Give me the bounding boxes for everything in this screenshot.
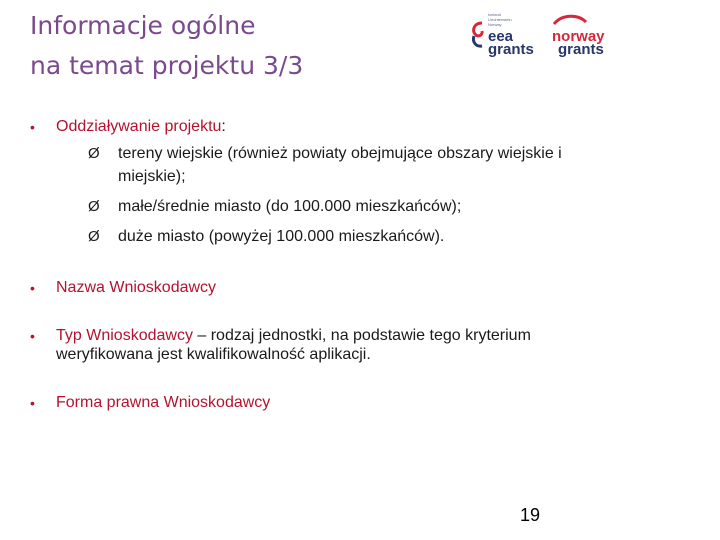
- eea-country-1: Iceland: [488, 12, 501, 17]
- eea-country-3: Norway: [488, 22, 502, 27]
- norway-grants-word: grants: [558, 41, 604, 58]
- eea-grants-logo: [470, 10, 542, 60]
- bullet-dot: •: [30, 119, 35, 135]
- sub-item-large-city-text: duże miasto (powyżej 100.000 mieszkańców).: [118, 228, 445, 245]
- bullet-legal-form-label: Forma prawna Wnioskodawcy: [56, 394, 271, 411]
- bullet-impact-colon: :: [221, 118, 226, 135]
- page-title: [30, 6, 430, 86]
- eea-swirl-icon: [470, 20, 486, 50]
- bullet-applicant-type-label: Typ Wnioskodawcy: [56, 327, 193, 344]
- norway-arc-icon: [548, 12, 618, 28]
- title-line-2: na temat projektu 3/3: [30, 51, 304, 80]
- arrow-bullet: Ø: [88, 145, 100, 162]
- title-line-1: Informacje ogólne: [30, 11, 256, 40]
- norway-word: norway: [552, 28, 605, 45]
- norway-grants-logo: [548, 10, 618, 60]
- arrow-bullet: Ø: [88, 228, 100, 245]
- bullet-dot: •: [30, 280, 35, 296]
- bullet-impact-text: [56, 116, 636, 138]
- bullet-impact-label: Oddziaływanie projektu: [56, 118, 222, 135]
- sub-item-rural-line1: tereny wiejskie (również powiaty obejmujące obszary wiejskie i: [118, 145, 562, 162]
- bullet-dot: •: [30, 395, 35, 411]
- arrow-bullet: Ø: [88, 198, 100, 215]
- bullet-applicant-type-line2: weryfikowana jest kwalifikowalność aplikacji.: [56, 346, 371, 363]
- logos: [470, 10, 620, 60]
- eea-country-2: Liechtenstein: [488, 17, 512, 22]
- bullet-applicant-name-label: Nazwa Wnioskodawcy: [56, 279, 217, 296]
- sub-item-rural-line2: miejskie);: [118, 168, 186, 185]
- bullet-dot: •: [30, 328, 35, 344]
- sub-item-small-city-text: małe/średnie miasto (do 100.000 mieszkańców);: [118, 198, 462, 215]
- page-number: 19: [520, 505, 541, 525]
- bullet-applicant-type-rest: – rodzaj jednostki, na podstawie tego kryterium: [192, 327, 531, 344]
- eea-word: eea: [488, 28, 514, 45]
- eea-grants-word: grants: [488, 41, 534, 58]
